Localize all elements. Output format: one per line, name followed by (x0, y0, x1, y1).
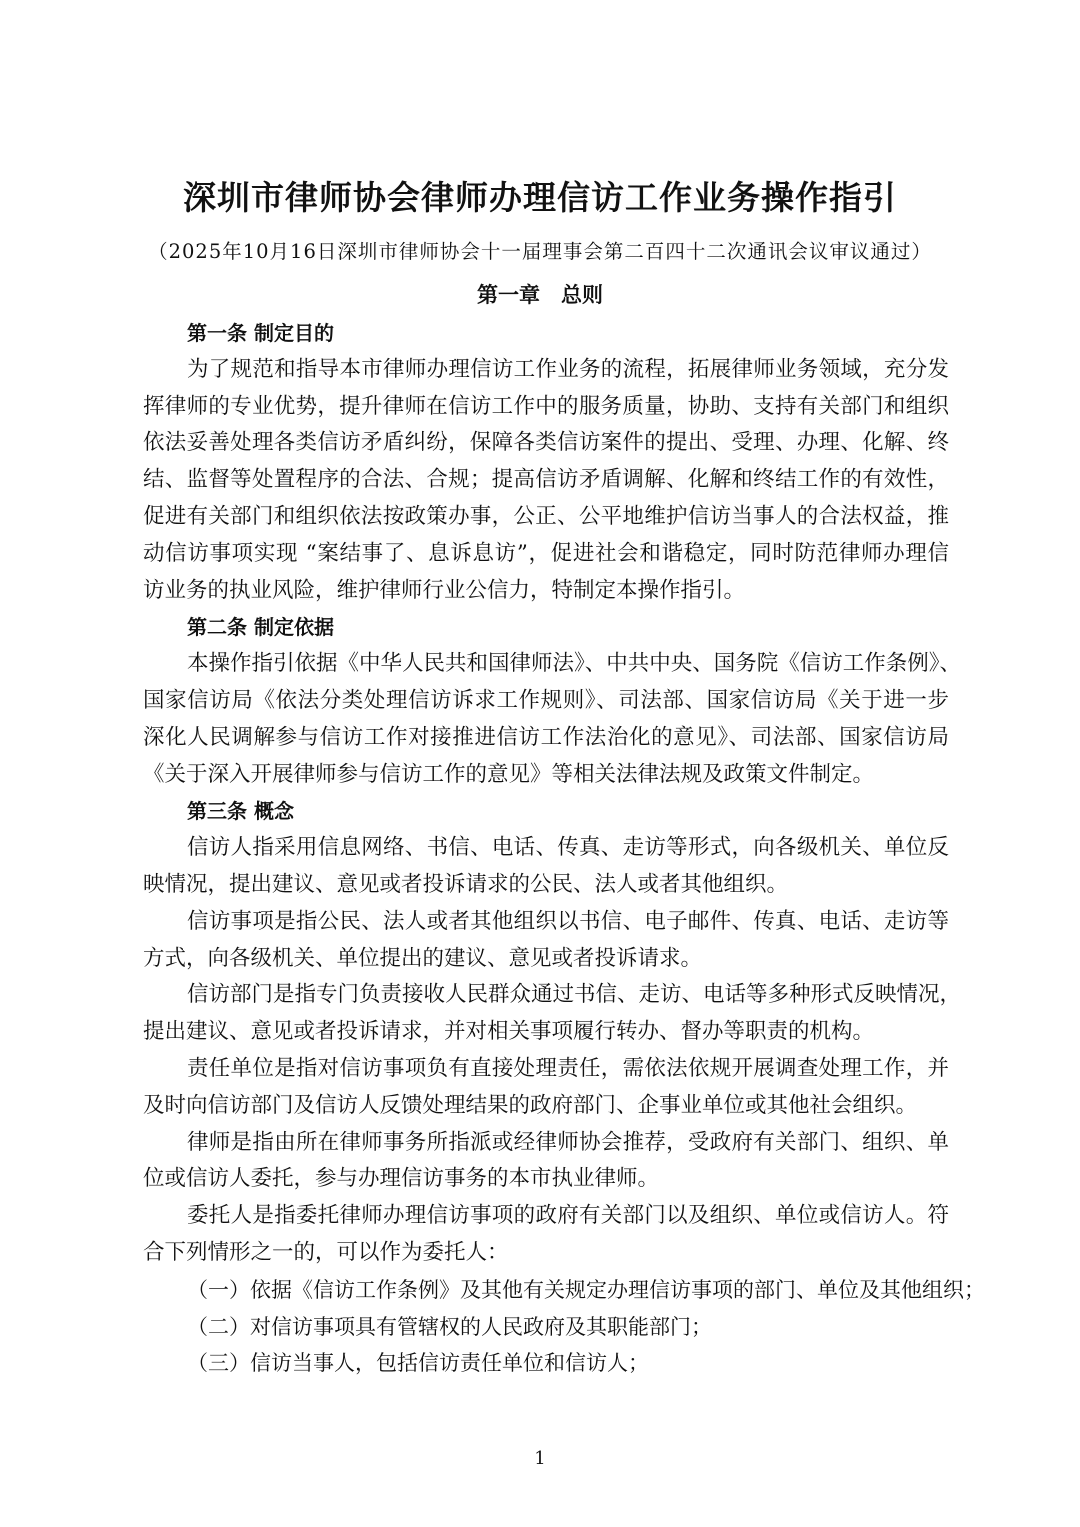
article-heading: 第二条 制定依据 (187, 615, 334, 640)
paragraph-line: 为了规范和指导本市律师办理信访工作业务的流程，拓展律师业务领域，充分发 (187, 356, 949, 382)
paragraph-line: 合下列情形之一的，可以作为委托人： (143, 1239, 509, 1265)
paragraph-line: 位或信访人委托，参与办理信访事务的本市执业律师。 (143, 1166, 660, 1192)
document-subtitle: （2025年10月16日深圳市律师协会十一届理事会第二百四十二次通讯会议审议通过） (148, 240, 932, 263)
article-heading: 第三条 概念 (187, 799, 294, 824)
paragraph-line: 挥律师的专业优势，提升律师在信访工作中的服务质量，协助、支持有关部门和组织 (143, 393, 949, 419)
paragraph-line: 映情况，提出建议、意见或者投诉请求的公民、法人或者其他组织。 (143, 871, 789, 897)
paragraph-line: 结、监督等处置程序的合法、合规；提高信访矛盾调解、化解和终结工作的有效性， (143, 467, 949, 493)
paragraph-line: 国家信访局《依法分类处理信访诉求工作规则》、司法部、国家信访局《关于进一步 (143, 687, 949, 713)
list-item: （一）依据《信访工作条例》及其他有关规定办理信访事项的部门、单位及其他组织； (187, 1277, 985, 1302)
paragraph-line: 信访人指采用信息网络、书信、电话、传真、走访等形式，向各级机关、单位反 (187, 835, 949, 861)
list-item: （二）对信访事项具有管辖权的人民政府及其职能部门； (187, 1314, 712, 1339)
paragraph-line: 依法妥善处理各类信访矛盾纠纷，保障各类信访案件的提出、受理、办理、化解、终 (143, 430, 949, 456)
paragraph-line: 提出建议、意见或者投诉请求，并对相关事项履行转办、督办等职责的机构。 (143, 1019, 875, 1045)
paragraph-line: 访业务的执业风险，维护律师行业公信力，特制定本操作指引。 (143, 577, 746, 603)
page-number: 1 (534, 1448, 546, 1469)
paragraph-line: 本操作指引依据《中华人民共和国律师法》、中共中央、国务院《信访工作条例》、 (187, 651, 962, 677)
document-title: 深圳市律师协会律师办理信访工作业务操作指引 (183, 178, 897, 217)
paragraph-line: 委托人是指委托律师办理信访事项的政府有关部门以及组织、单位或信访人。符 (187, 1203, 949, 1229)
list-item: （三）信访当事人，包括信访责任单位和信访人； (187, 1351, 649, 1376)
paragraph-line: 律师是指由所在律师事务所指派或经律师协会推荐，受政府有关部门、组织、单 (187, 1129, 949, 1155)
article-heading: 第一条 制定目的 (187, 321, 334, 345)
paragraph-line: 方式，向各级机关、单位提出的建议、意见或者投诉请求。 (143, 945, 703, 971)
paragraph-line: 动信访事项实现 “案结事了、息诉息访”，促进社会和谐稳定，同时防范律师办理信 (143, 540, 949, 566)
document-body (143, 315, 985, 1382)
paragraph-line: 《关于深入开展律师参与信访工作的意见》等相关法律法规及政策文件制定。 (143, 761, 875, 787)
paragraph-line: 促进有关部门和组织依法按政策办事，公正、公平地维护信访当事人的合法权益，推 (143, 503, 949, 529)
chapter-heading: 第一章 总则 (477, 283, 603, 307)
paragraph-line: 信访部门是指专门负责接收人民群众通过书信、走访、电话等多种形式反映情况， (187, 982, 962, 1008)
paragraph-line: 及时向信访部门及信访人反馈处理结果的政府部门、企事业单位或其他社会组织。 (143, 1092, 918, 1118)
paragraph-line: 责任单位是指对信访事项负有直接处理责任，需依法依规开展调查处理工作，并 (187, 1055, 949, 1081)
paragraph-line: 深化人民调解参与信访工作对接推进信访工作法治化的意见》、司法部、国家信访局 (143, 724, 949, 750)
paragraph-line: 信访事项是指公民、法人或者其他组织以书信、电子邮件、传真、电话、走访等 (187, 908, 949, 934)
